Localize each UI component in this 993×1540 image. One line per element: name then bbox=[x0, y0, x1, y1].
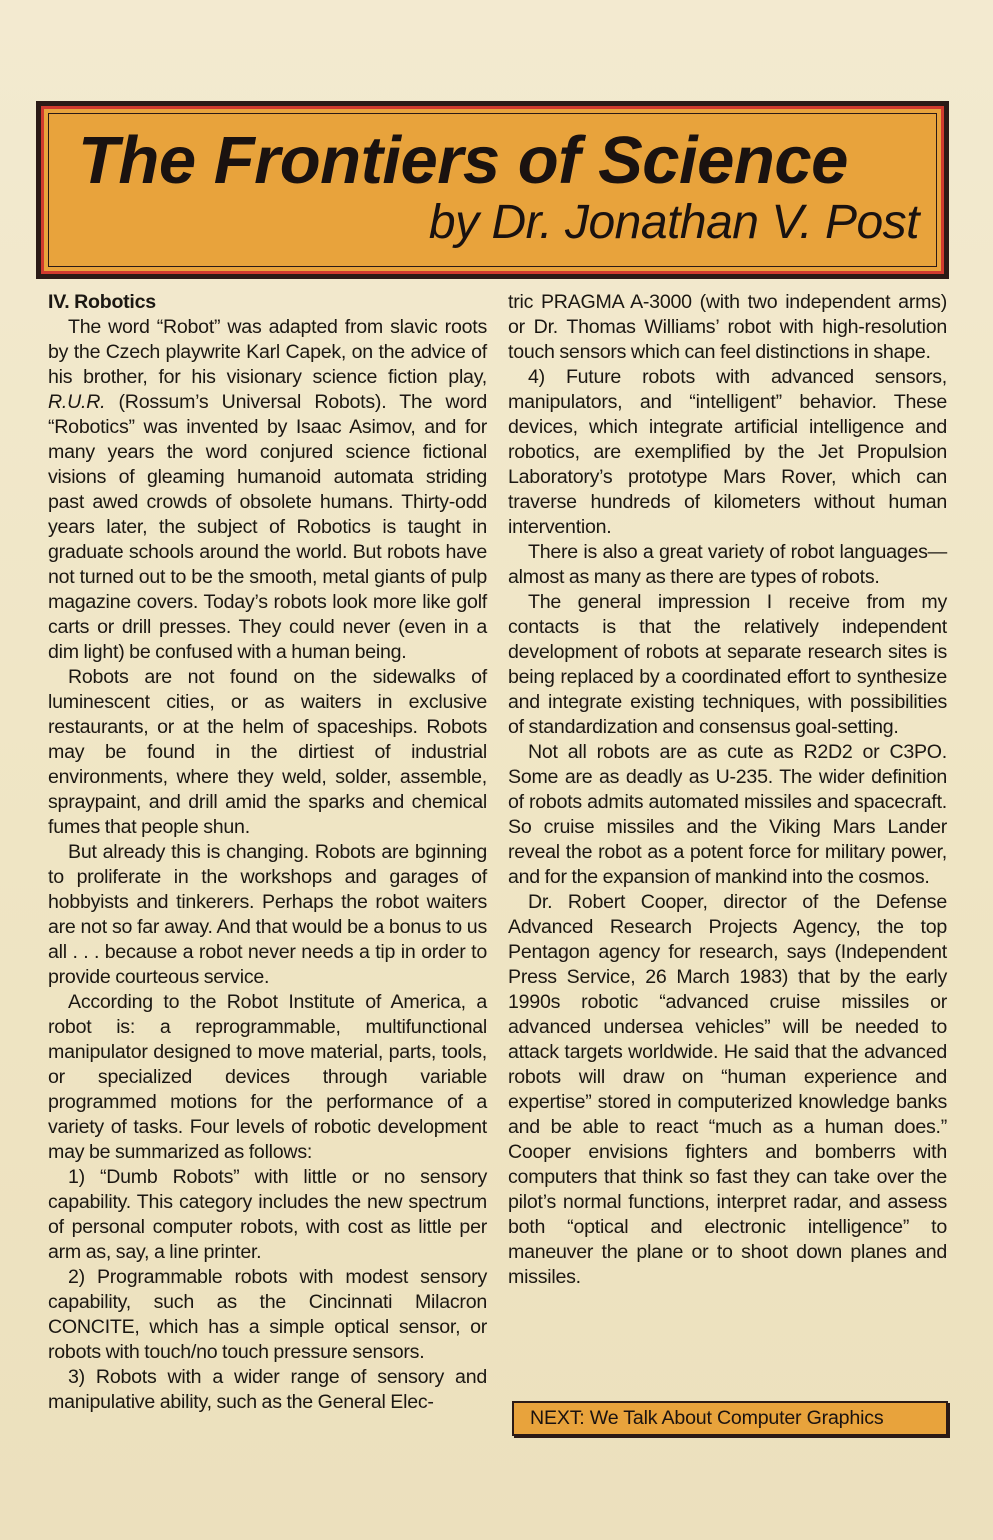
author-byline: by Dr. Jonathan V. Post bbox=[428, 196, 919, 249]
paragraph-1-end: (Rossum’s Universal Robots). The word “Robotics” was invented by Isaac Asimov, and for many years the word conjured science fictional visions of gleaming humanoid automata striding past awed crowds of obsolete humans. Thirty-odd years later, the subject of Robotics is taught in graduate schools around the world. But robots have not turned out to be the smooth, metal giants of pulp magazine covers. Today’s robots look more like golf carts or drill presses. They could never (even in a dim light) be confused with a human being. bbox=[48, 391, 487, 663]
paragraph-6: 2) Programmable robots with modest sensory capability, such as the Cincinnati Milacron CONCITE, which has a simple optical sensor, or robots with touch/no touch pressure sensors. bbox=[48, 1266, 487, 1363]
paragraph-11: Not all robots are as cute as R2D2 or C3PO. Some are as deadly as U-235. The wider definition of robots admits automated missiles and spacecraft. So cruise missiles and the Viking Mars Lander reveal the robot as a potent force for military power, and for the expansion of mankind into the cosmos. bbox=[508, 741, 947, 888]
play-title: R.U.R. bbox=[48, 391, 106, 413]
paragraph-5: 1) “Dumb Robots” with little or no sensory capability. This category includes the new spectrum of personal computer robots, with cost as little per arm as, say, a line printer. bbox=[48, 1166, 487, 1263]
section-heading: IV. Robotics bbox=[48, 291, 156, 313]
paragraph-8: 4) Future robots with advanced sensors, manipulators, and “intelligent” behavior. These devices, which integrate artificial intelligence and robotics, are exemplified by the Jet Propulsion Laboratory’s prototype Mars Rover, which can traverse hundreds of kilometers without human intervention. bbox=[508, 366, 947, 538]
title-banner bbox=[36, 101, 949, 279]
paragraph-7-end: tric PRAGMA A-3000 (with two independent arms) or Dr. Thomas Williams’ robot with high-resolution touch sensors which can feel distinctions in shape. bbox=[508, 291, 947, 363]
paragraph-1-start: The word “Robot” was adapted from slavic roots by the Czech playwrite Karl Capek, on the advice of his brother, for his visionary science fiction play, bbox=[48, 316, 487, 388]
paragraph-7-start: 3) Robots with a wider range of sensory and manipulative ability, such as the General Elec- bbox=[48, 1366, 487, 1413]
paragraph-3: But already this is changing. Robots are bginning to proliferate in the workshops and garages of hobbyists and tinkerers. Perhaps the robot waiters are not so far away. And that would be a bonus to us all . . . because a robot never needs a tip in order to provide courteous service. bbox=[48, 841, 487, 988]
left-column bbox=[48, 290, 487, 1415]
next-issue-box: NEXT: We Talk About Computer Graphics bbox=[512, 1401, 948, 1436]
paragraph-2: Robots are not found on the sidewalks of luminescent cities, or as waiters in exclusive restaurants, or at the helm of spaceships. Robots may be found in the dirtiest of industrial environments, where they weld, solder, assemble, spraypaint, and drill amid the sparks and chemical fumes that people shun. bbox=[48, 666, 487, 838]
paragraph-9: There is also a great variety of robot languages—almost as many as there are types of robots. bbox=[508, 541, 947, 588]
paragraph-10: The general impression I receive from my contacts is that the relatively independent development of robots at separate research sites is being replaced by a coordinated effort to synthesize and integrate existing techniques, with possibilities of standardization and consensus goal-setting. bbox=[508, 591, 947, 738]
paragraph-1 bbox=[48, 315, 487, 665]
title-banner-inner bbox=[41, 106, 944, 274]
right-column bbox=[508, 290, 947, 1290]
page-title: The Frontiers of Science bbox=[78, 123, 848, 198]
paragraph-12: Dr. Robert Cooper, director of the Defense Advanced Research Projects Agency, the top Pentagon agency for research, says (Independent Press Service, 26 March 1983) that by the early 1990s robotic “advanced cruise missiles or advanced undersea vehicles” will be needed to attack targets worldwide. He said that the advanced robots will draw on “human experience and expertise” stored in computerized knowledge banks and be able to react “much as a human does.” Cooper envisions fighters and bomberrs with computers that think so fast they can take over the pilot’s normal functions, interpret radar, and assess both “optical and electronic intelligence” to maneuver the plane or to shoot down planes and missiles. bbox=[508, 891, 947, 1288]
paragraph-4: According to the Robot Institute of America, a robot is: a reprogrammable, multifunctional manipulator designed to move material, parts, tools, or specialized devices through variable programmed motions for the performance of a variety of tasks. Four levels of robotic development may be summarized as follows: bbox=[48, 991, 487, 1163]
